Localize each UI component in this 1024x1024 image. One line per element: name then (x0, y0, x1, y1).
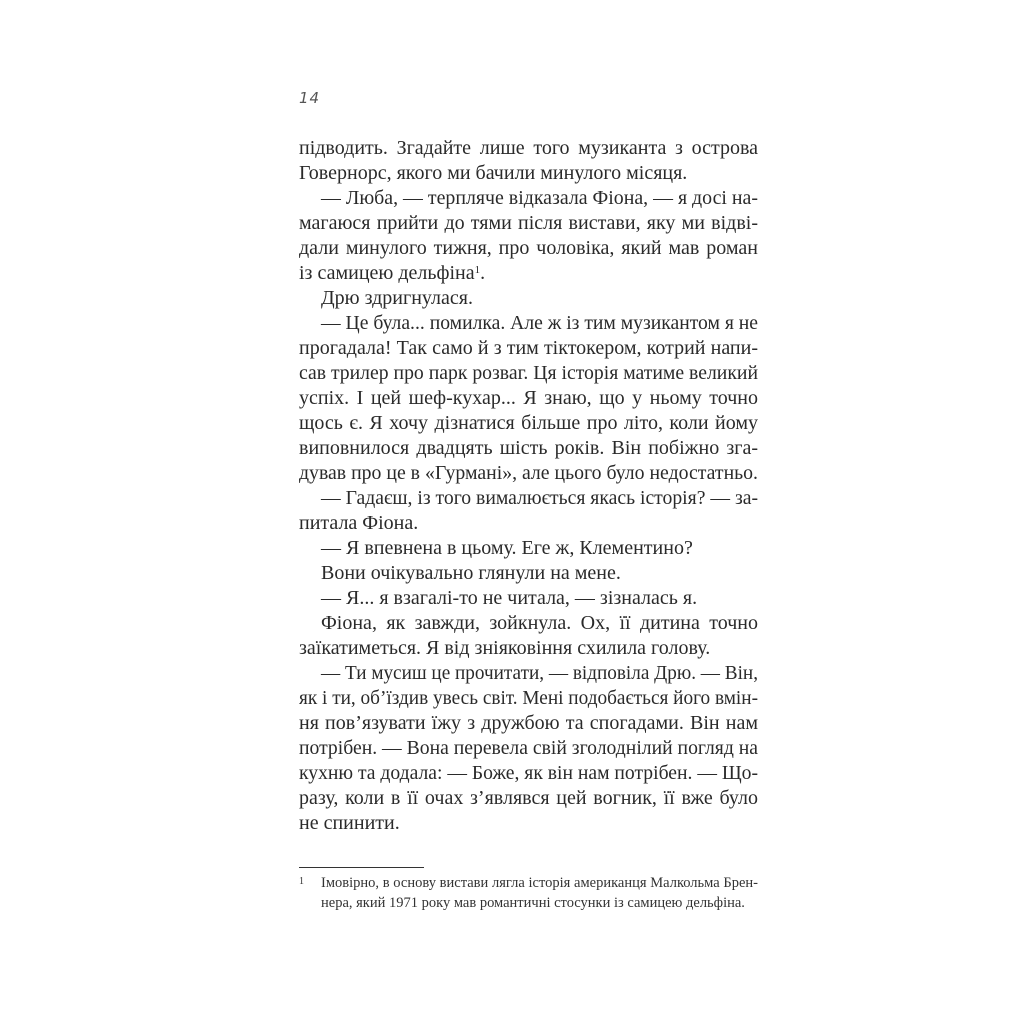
text-line-content: заїкатиметься. Я від зніяковіння схилила голову. (299, 637, 711, 659)
text-line-content: питала Фіона. (299, 512, 419, 534)
text-line (299, 411, 758, 436)
text-line (299, 311, 758, 336)
text-line (299, 211, 758, 236)
text-line (299, 236, 758, 261)
text-line-inner (299, 511, 418, 536)
text-line-content: виповнилося двадцять шість років. Він побіжно зга- (299, 437, 758, 459)
text-line-content: — Я впевнена в цьому. Еге ж, Клементино? (321, 537, 693, 559)
text-line-inner (299, 436, 758, 461)
text-line-inner (321, 661, 758, 686)
footnote-marker: 1 (299, 876, 304, 887)
text-line-content: із самицею дельфіна (299, 262, 475, 284)
text-line (299, 486, 758, 511)
text-line (299, 361, 758, 386)
text-line (299, 386, 758, 411)
text-line (299, 636, 758, 661)
text-line (299, 561, 758, 586)
text-line-inner (299, 686, 758, 711)
text-line-content: дали минулого тижня, про чоловіка, який мав роман (299, 237, 758, 259)
text-line-inner (321, 586, 697, 611)
text-line-content: дував про це в «Гурмані», але цього було недостатньо. (299, 462, 758, 484)
text-line (299, 736, 758, 761)
text-line (299, 811, 758, 836)
text-line-content: щось є. Я хочу дізнатися більше про літо, коли йому (299, 412, 758, 434)
text-line-content: підводить. Згадайте лише того музиканта з острова (299, 137, 758, 159)
text-line-inner (321, 286, 473, 311)
text-line (299, 511, 758, 536)
text-line-content: Вони очікувально глянули на мене. (321, 562, 621, 584)
text-line-content: як і ти, об’їздив увесь світ. Мені подобається його вмін- (299, 687, 758, 709)
text-line (299, 761, 758, 786)
page-number: 14 (299, 89, 321, 107)
text-line (299, 686, 758, 711)
text-line-content: не спинити. (299, 812, 400, 834)
text-line-inner (321, 536, 693, 561)
text-line-content: — Це була... помилка. Але ж із тим музикантом я не (321, 312, 758, 334)
text-line (299, 136, 758, 161)
text-line-inner (299, 761, 758, 786)
footnote (299, 874, 758, 913)
text-line (299, 336, 758, 361)
text-line-inner (299, 711, 758, 736)
text-line-content: магаюся прийти до тями після вистави, яку ми відві- (299, 212, 758, 234)
text-line-inner (299, 811, 400, 836)
text-line-inner (299, 786, 758, 811)
text-line-content: ня пов’язувати їжу з дружбою та спогадами. Він нам (299, 712, 758, 734)
text-line-inner (299, 736, 758, 761)
text-line (299, 436, 758, 461)
text-line-inner (321, 486, 758, 511)
text-line-content: успіх. І цей шеф-кухар... Я знаю, що у ньому точно (299, 387, 758, 409)
text-line-punctuation: . (480, 262, 486, 284)
text-line (299, 461, 758, 486)
text-line (299, 611, 758, 636)
footnote-line (321, 874, 758, 894)
text-line-inner (299, 261, 485, 286)
footnote-line (321, 894, 758, 914)
text-line-content: Говернорс, якого ми бачили минулого місяця. (299, 162, 688, 184)
text-line-inner (299, 461, 758, 486)
text-line-inner (299, 236, 758, 261)
text-line-inner (321, 311, 758, 336)
text-line (299, 786, 758, 811)
text-line (299, 186, 758, 211)
text-line-content: Дрю здригнулася. (321, 287, 473, 309)
text-line-inner (299, 386, 758, 411)
text-line-inner (299, 361, 758, 386)
text-line (299, 286, 758, 311)
body-text (299, 136, 758, 836)
text-line-inner (321, 561, 621, 586)
text-line-content: потрібен. — Вона перевела свій зголоднілий погляд на (299, 737, 758, 759)
text-line (299, 711, 758, 736)
text-line-inner (299, 636, 710, 661)
text-line-content: — Ти мусиш це прочитати, — відповіла Дрю. — Він, (321, 662, 758, 684)
text-line (299, 661, 758, 686)
text-line-inner (321, 186, 758, 211)
text-line (299, 536, 758, 561)
text-line-content: — Люба, — терпляче відказала Фіона, — я досі на- (321, 187, 758, 209)
footnote-line-text: нера, який 1971 року мав романтичні стосунки із самицею дельфіна. (321, 894, 745, 911)
text-line-content: прогадала! Так само й з тим тіктокером, котрий напи- (299, 337, 758, 359)
footnote-line-text: Імовірно, в основу вистави лягла історія американця Малкольма Брен- (321, 875, 758, 891)
text-line-inner (299, 161, 687, 186)
text-line (299, 261, 758, 286)
footnote-divider (299, 867, 424, 868)
text-line-inner (299, 211, 758, 236)
text-line (299, 161, 758, 186)
text-line-content: кухню та додала: — Боже, як він нам потрібен. — Що- (299, 762, 758, 784)
text-line-content: разу, коли в її очах з’являвся цей вогник, її вже було (299, 787, 758, 809)
text-line-content: сав трилер про парк розваг. Ця історія матиме великий (299, 362, 758, 384)
footnote-reference[interactable]: 1 (474, 264, 481, 276)
text-line-content: — Я... я взагалі-то не читала, — зізналась я. (321, 587, 698, 609)
text-line-content: Фіона, як завжди, зойкнула. Ох, її дитина точно (321, 612, 758, 634)
text-line-inner (299, 336, 758, 361)
text-line-content: — Гадаєш, із того вималюється якась історія? — за- (321, 487, 758, 509)
text-line-inner (299, 411, 758, 436)
text-line-inner (299, 136, 758, 161)
text-line-inner (321, 611, 758, 636)
text-line (299, 586, 758, 611)
